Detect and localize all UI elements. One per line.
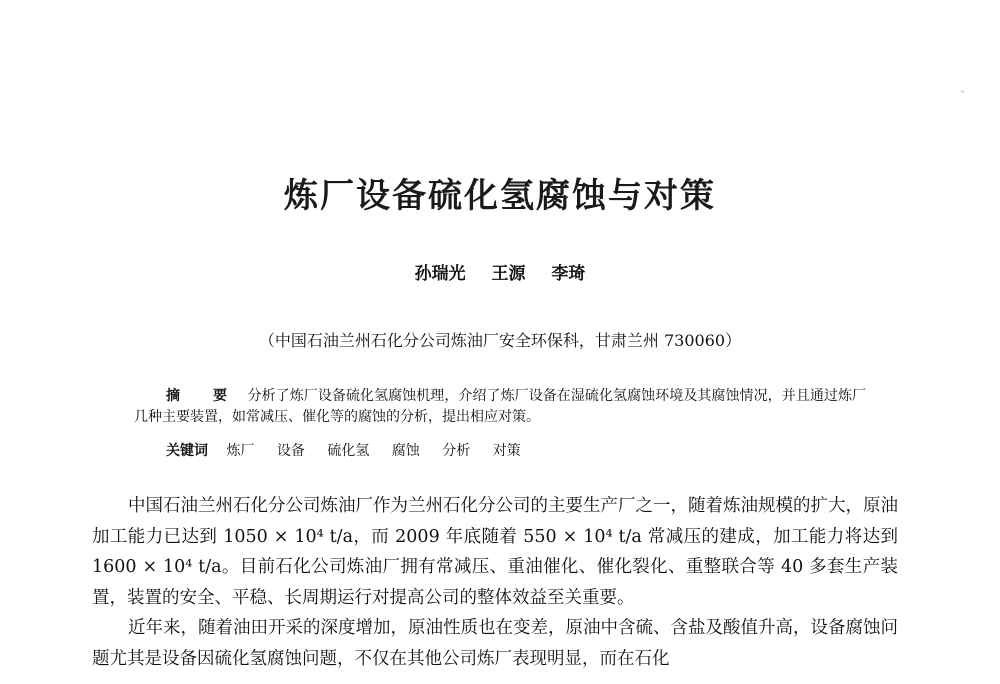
keyword: 对策 xyxy=(492,443,521,459)
author-name: 李琦 xyxy=(551,264,586,284)
keywords xyxy=(166,440,866,460)
abstract-label: 摘 要 xyxy=(166,388,242,404)
keyword: 炼厂 xyxy=(226,443,255,459)
abstract xyxy=(134,386,866,428)
keyword: 腐蚀 xyxy=(391,443,420,459)
keywords-label: 关键词 xyxy=(166,443,208,459)
body-text xyxy=(92,491,898,674)
author-name: 孙瑞光 xyxy=(414,264,466,284)
keyword: 分析 xyxy=(442,443,471,459)
keyword: 设备 xyxy=(276,443,305,459)
keyword: 硫化氢 xyxy=(327,443,370,459)
author-name: 王源 xyxy=(491,264,526,284)
body-paragraph: 近年来，随着油田开采的深度增加，原油性质也在变差，原油中含硫、含盐及酸值升高，设备腐蚀问题尤其是设备因硫化氢腐蚀问题，不仅在其他公司炼厂表现明显，而在石化 xyxy=(92,618,898,669)
body-paragraph: 中国石油兰州石化分公司炼油厂作为兰州石化分公司的主要生产厂之一，随着炼油规模的扩大，原油加工能力已达到 1050 × 10⁴ t/a，而 2009 年底随着 550 × 10⁴ t/a 常减压的建成，加工能力将达到 1600 × 10⁴ t/a。目前石化公司炼油厂拥有常减压、重油催化、催化裂化、重整联合等 40 多套生产装置，装置的安全、平稳、长周期运行对提高公司的整体效益至关重要。 xyxy=(92,496,898,608)
author-list xyxy=(0,259,1000,284)
paper-title: 炼厂设备硫化氢腐蚀与对策 xyxy=(284,176,716,216)
abstract-text: 分析了炼厂设备硫化氢腐蚀机理，介绍了炼厂设备在湿硫化氢腐蚀环境及其腐蚀情况，并且通过炼厂几种主要装置，如常减压、催化等的腐蚀的分析，提出相应对策。 xyxy=(134,388,867,425)
scan-speck xyxy=(961,90,964,93)
affiliation: （中国石油兰州石化分公司炼油厂安全环保科，甘肃兰州 730060） xyxy=(258,331,742,350)
